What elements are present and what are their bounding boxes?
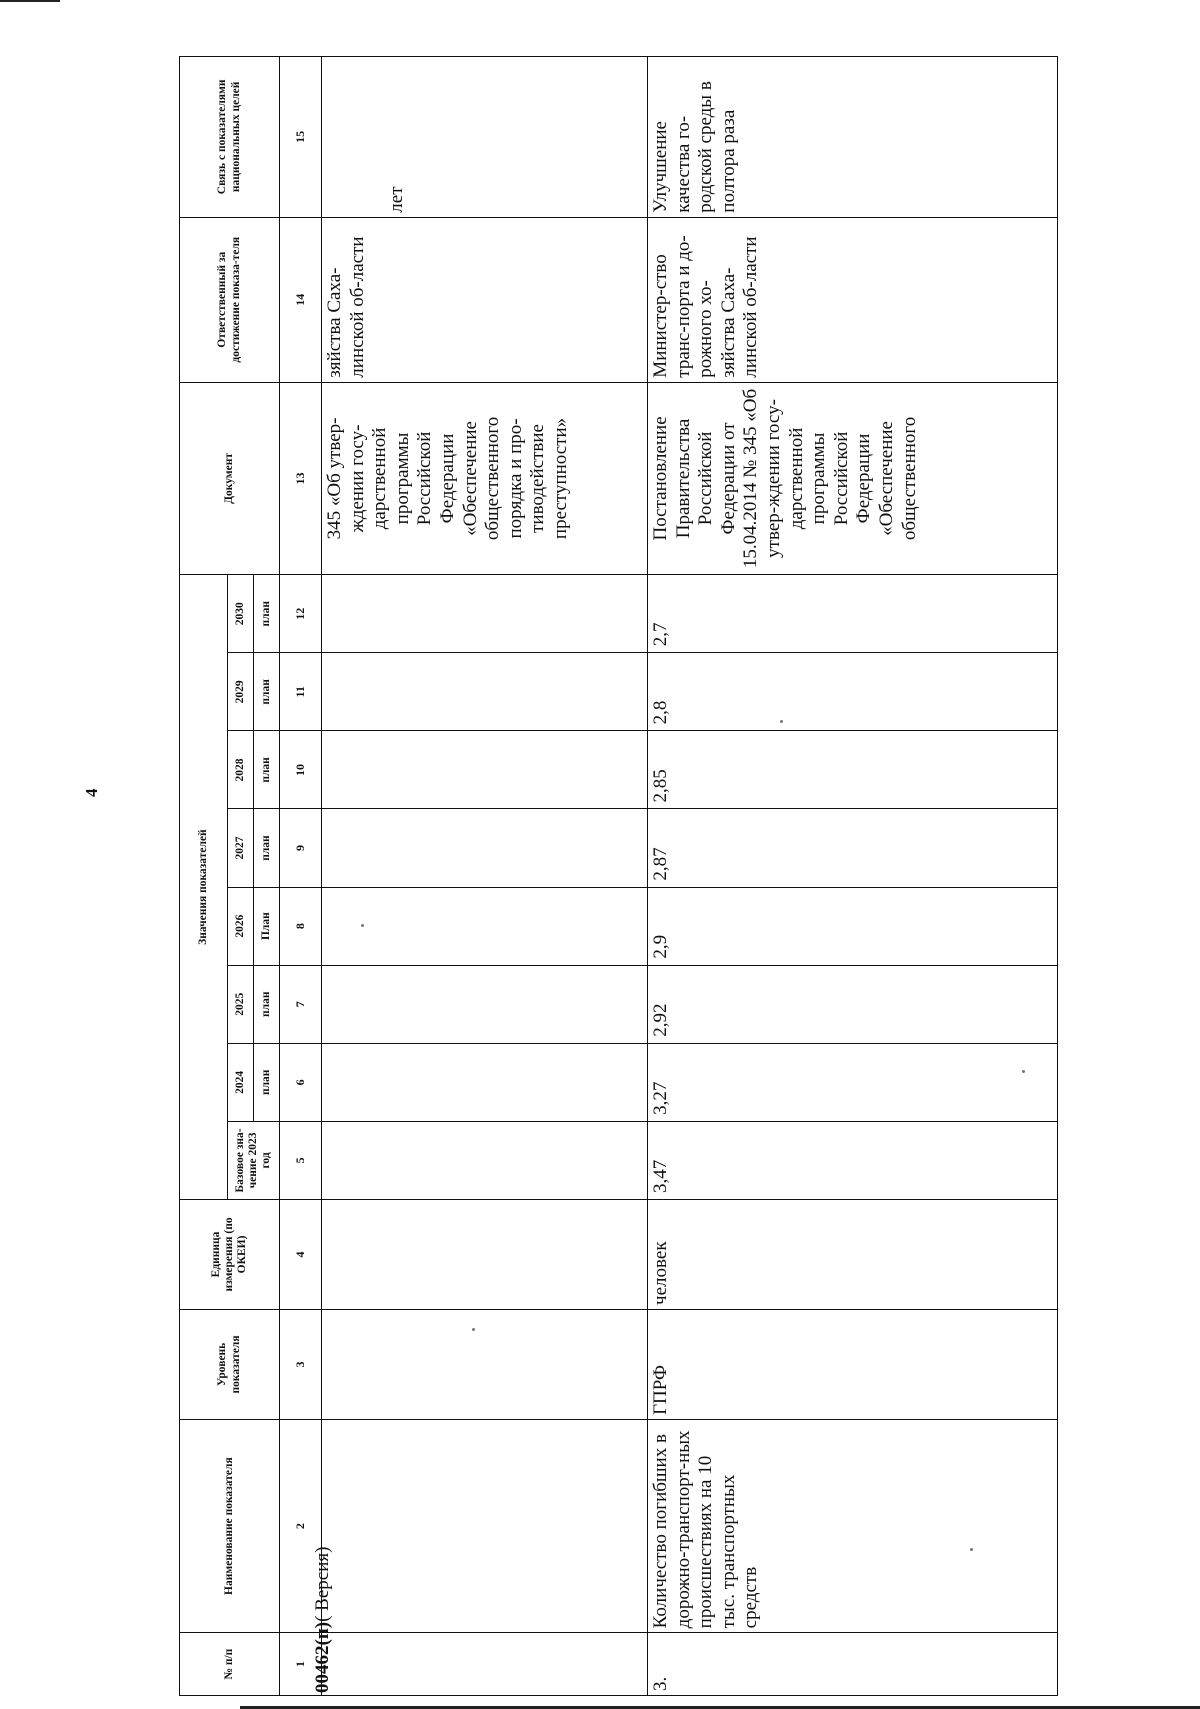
cell-empty — [322, 575, 648, 653]
indicators-table — [179, 56, 1058, 1696]
cell-empty — [322, 809, 648, 887]
cell-empty — [322, 1043, 648, 1121]
scan-speck — [472, 1328, 475, 1331]
cell-base: 3,47 — [648, 1121, 1058, 1199]
header-year: 2028 — [228, 731, 254, 809]
column-number: 5 — [280, 1121, 322, 1199]
cell-value: 2,85 — [648, 731, 1058, 809]
header-plan: план — [254, 653, 280, 731]
header-year: 2026 — [228, 887, 254, 965]
scan-speck — [361, 924, 364, 927]
cell-responsible: зяйства Саха-линской об-ласти — [322, 217, 648, 382]
column-number: 11 — [280, 653, 322, 731]
header-responsible: Ответственный за достижение показа-теля — [180, 217, 280, 382]
cell-empty — [322, 731, 648, 809]
column-number: 15 — [280, 57, 322, 218]
cell-value: 2,87 — [648, 809, 1058, 887]
header-year: 2024 — [228, 1043, 254, 1121]
column-number: 1 — [280, 1633, 322, 1696]
table-row — [648, 57, 1058, 1696]
column-number: 4 — [280, 1199, 322, 1309]
header-unit: Единица измерения (по ОКЕИ) — [180, 1199, 280, 1309]
scan-edge-top — [0, 0, 60, 2]
column-number: 8 — [280, 887, 322, 965]
rotated-table-wrapper — [179, 56, 1052, 1696]
column-number: 6 — [280, 1043, 322, 1121]
header-year: 2027 — [228, 809, 254, 887]
cell-unit: человек — [648, 1199, 1058, 1309]
header-link: Связь с показателями национальных целей — [180, 57, 280, 218]
cell-empty — [322, 1199, 648, 1309]
footer-code-suffix: ( Версия) — [312, 1546, 333, 1622]
cell-empty — [322, 1309, 648, 1419]
column-number: 10 — [280, 731, 322, 809]
column-number: 13 — [280, 382, 322, 574]
scan-speck — [970, 1548, 973, 1551]
footer-code-id: 00462(п) — [312, 1621, 333, 1693]
column-number: 12 — [280, 575, 322, 653]
header-row-main — [180, 57, 228, 1696]
table-row-continuation — [322, 57, 648, 1696]
header-year: 2025 — [228, 965, 254, 1043]
column-number: 14 — [280, 217, 322, 382]
header-document: Документ — [180, 382, 280, 574]
header-level: Уровень показателя — [180, 1309, 280, 1419]
column-number: 9 — [280, 809, 322, 887]
page-number: 4 — [82, 788, 101, 797]
cell-level: ГПРФ — [648, 1309, 1058, 1419]
scan-speck — [780, 720, 783, 723]
header-plan: план — [254, 965, 280, 1043]
cell-document: Постановление Правительства Российской Федерации от 15.04.2014 № 345 «Об утвер-ждении госу-дарственной программы Российской Федерации «Обеспечение общественного — [648, 382, 1058, 574]
header-num: № п/п — [180, 1633, 280, 1696]
cell-empty — [322, 965, 648, 1043]
header-year: 2029 — [228, 653, 254, 731]
column-number: 7 — [280, 965, 322, 1043]
column-number: 2 — [280, 1419, 322, 1632]
column-number: 3 — [280, 1309, 322, 1419]
scan-speck — [1022, 1070, 1025, 1073]
cell-link: Улучшение качества го-родской среды в полтора раза — [648, 57, 1058, 218]
header-base: Базовое зна-чение 2023 год — [228, 1121, 280, 1199]
cell-document: 345 «Об утвер-ждении госу-дарственной программы Российской Федерации «Обеспечение общественного порядка и про-тиводействие преступности» — [322, 382, 648, 574]
cell-empty — [322, 653, 648, 731]
cell-empty — [322, 1633, 648, 1696]
cell-responsible: Министер-ство транс-порта и до-рожного хо-зяйства Саха-линской об-ласти — [648, 217, 1058, 382]
cell-name: Количество погибших в дорожно-транспорт-ных происшествиях на 10 тыс. транспортных средств — [648, 1419, 1058, 1632]
header-name: Наименование показателя — [180, 1419, 280, 1632]
header-plan: план — [254, 809, 280, 887]
cell-value: 2,7 — [648, 575, 1058, 653]
header-plan: план — [254, 731, 280, 809]
cell-empty — [322, 887, 648, 965]
cell-num: 3. — [648, 1633, 1058, 1696]
header-plan: план — [254, 1043, 280, 1121]
cell-value: 2,8 — [648, 653, 1058, 731]
cell-empty — [322, 1121, 648, 1199]
header-plan: план — [254, 575, 280, 653]
cell-link: лет — [322, 57, 648, 218]
cell-value: 2,9 — [648, 887, 1058, 965]
header-year: 2030 — [228, 575, 254, 653]
header-plan: План — [254, 887, 280, 965]
header-values-group: Значения показателей — [180, 575, 228, 1200]
column-number-row — [280, 57, 322, 1696]
cell-value: 3,27 — [648, 1043, 1058, 1121]
cell-value: 2,92 — [648, 965, 1058, 1043]
cell-empty — [322, 1419, 648, 1632]
